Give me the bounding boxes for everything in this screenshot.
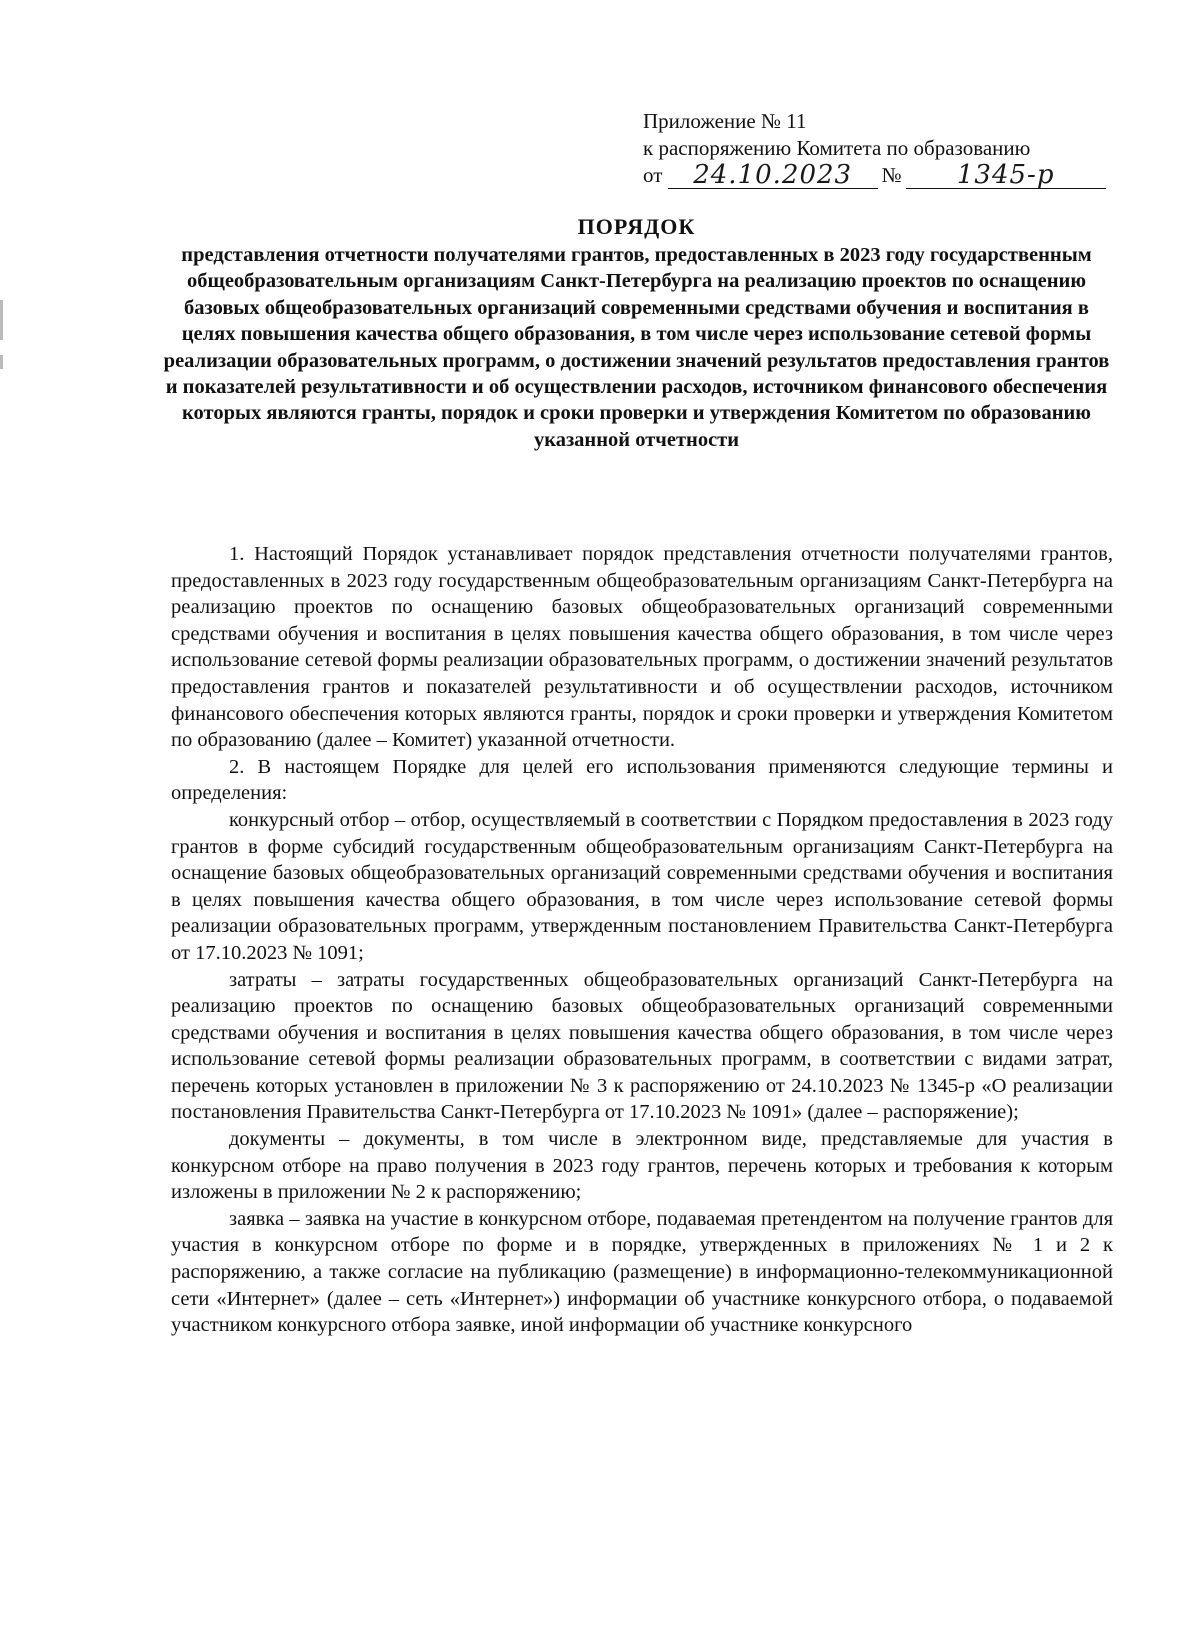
definition-zayavka: заявка – заявка на участие в конкурсном отборе, подаваемая претендентом на получение грантов для участия в конкурсном отборе по форме и в порядке, утвержденных в приложениях № 1 и 2 к распоряжению, а также согласие на публикацию (размещение) в информационно-телекоммуникационной сети «Интернет» (далее – сеть «Интернет») информации об участнике конкурсного отбора, о подаваемой участником конкурсного отбора заявке, иной информации об участнике конкурсного bbox=[171, 1207, 1113, 1337]
title-main: ПОРЯДОК bbox=[577, 214, 696, 239]
document-title bbox=[160, 212, 1113, 453]
title-subtitle: представления отчетности получателями грантов, предоставленных в 2023 году государственным общеобразовательным организациям Санкт-Петербурга на реализацию проектов по оснащению базовых общеобразовательных организаций современными средствами обучения и воспитания в целях повышения качества общего образования, в том числе через использование сетевой формы реализации образовательных программ, о достижении значений результатов предоставления грантов и показателей результативности и об осуществлении расходов, источником финансового обеспечения которых являются гранты, порядок и сроки проверки и утверждения Комитетом по образованию указанной отчетности bbox=[163, 244, 1110, 451]
handwritten-number: 1345-р bbox=[906, 162, 1106, 189]
scan-edge-mark bbox=[0, 300, 3, 340]
definition-zatraty: затраты – затраты государственных общеобразовательных организаций Санкт-Петербурга на реализацию проектов по оснащению базовых общеобразовательных организаций современными средствами обучения и воспитания в целях повышения качества общего образования, в том числе через использование сетевой формы реализации образовательных программ, в соответствии с видами затрат, перечень которых установлен в приложении № 3 к распоряжению от 24.10.2023 № 1345-р «О реализации постановления Правительства Санкт-Петербурга от 17.10.2023 № 1091» (далее – распоряжение); bbox=[171, 968, 1113, 1124]
scan-edge-mark bbox=[0, 355, 3, 369]
number-sign: № bbox=[881, 163, 902, 187]
definition-konkursny-otbor: конкурсный отбор – отбор, осуществляемый в соответствии с Порядком предоставления в 2023 году грантов в форме субсидий государственным общеобразовательным организациям Санкт-Петербурга на оснащение базовых общеобразовательных организаций современными средствами обучения и воспитания в целях повышения качества общего образования, в том числе через использование сетевой формы реализации образовательных программ, утвержденным постановлением Правительства Санкт-Петербурга от 17.10.2023 № 1091; bbox=[171, 808, 1113, 964]
document-body bbox=[171, 541, 1113, 1339]
definition-dokumenty: документы – документы, в том числе в электронном виде, представляемые для участия в конкурсном отборе на право получения в 2023 году грантов, перечень которых и требования к которым изложены в приложении № 2 к распоряжению; bbox=[171, 1128, 1113, 1204]
appendix-date-line bbox=[643, 162, 1113, 189]
paragraph-1: 1. Настоящий Порядок устанавливает порядок представления отчетности получателями грантов, предоставленных в 2023 году государственным общеобразовательным организациям Санкт-Петербурга на реализацию проектов по оснащению базовых общеобразовательных организаций современными средствами обучения и воспитания в целях повышения качества общего образования, в том числе через использование сетевой формы реализации образовательных программ, о достижении значений результатов предоставления грантов и показателей результативности и об осуществлении расходов, источником финансового обеспечения которых являются гранты, порядок и сроки проверки и утверждения Комитетом по образованию (далее – Комитет) указанной отчетности. bbox=[171, 543, 1113, 752]
appendix-reference: к распоряжению Комитета по образованию bbox=[643, 136, 1031, 160]
date-prefix: от bbox=[643, 163, 663, 187]
paragraph-2: 2. В настоящем Порядке для целей его использования применяются следующие термины и определения: bbox=[171, 755, 1113, 805]
handwritten-date: 24.10.2023 bbox=[668, 162, 878, 189]
appendix-number: Приложение № 11 bbox=[643, 109, 807, 133]
appendix-header bbox=[643, 108, 1113, 189]
